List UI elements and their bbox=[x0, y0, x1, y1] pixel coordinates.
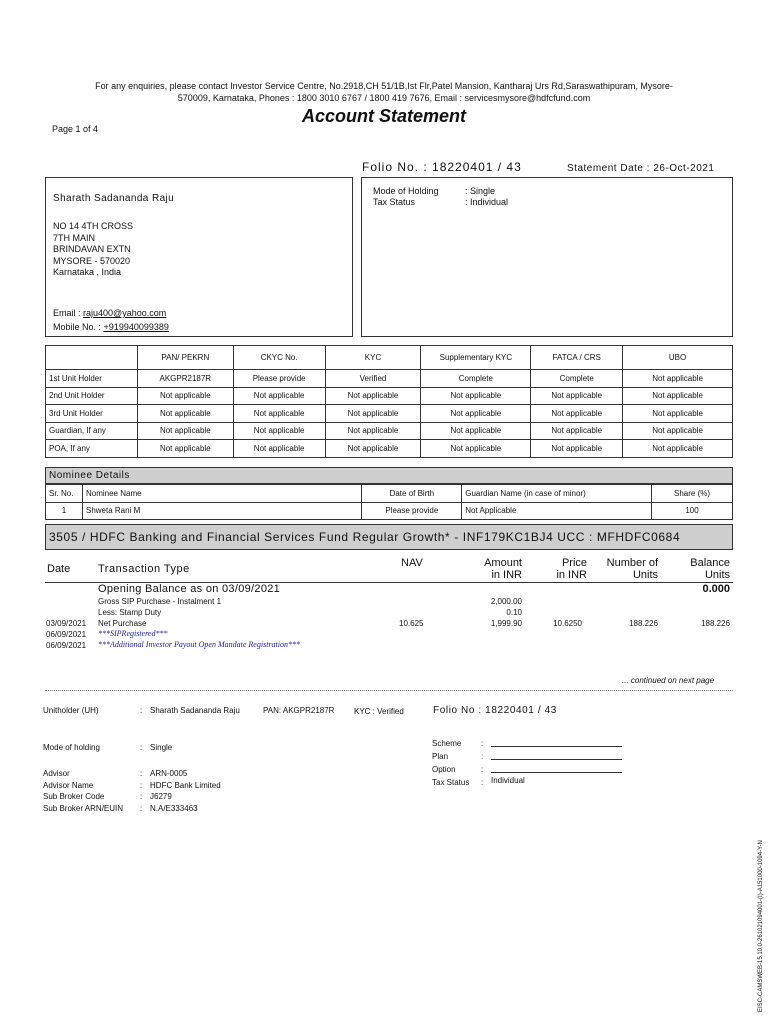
kyc-row bbox=[46, 440, 733, 458]
nominee-table bbox=[45, 484, 733, 520]
kyc-cell: Not applicable bbox=[233, 440, 325, 458]
kyc-header: FATCA / CRS bbox=[531, 346, 623, 370]
option-blank-line bbox=[491, 772, 622, 773]
kyc-cell: Not applicable bbox=[623, 422, 733, 440]
nominee-cell: Please provide bbox=[362, 502, 462, 520]
sub-broker-code-label: Sub Broker Code bbox=[43, 792, 105, 801]
colon: : bbox=[140, 780, 143, 790]
kyc-row bbox=[46, 405, 733, 423]
advisor-name-value: HDFC Bank Limited bbox=[150, 780, 221, 790]
footer-mode-label: Mode of holding bbox=[43, 743, 100, 752]
sub-broker-code-value: J6279 bbox=[150, 792, 172, 801]
footer-pan: PAN: AKGPR2187R bbox=[263, 706, 335, 715]
address-line: MYSORE - 570020 bbox=[53, 255, 131, 266]
colon: : bbox=[481, 778, 484, 787]
gross-sip-amount: 2,000.00 bbox=[490, 597, 522, 606]
colon: : bbox=[140, 803, 143, 813]
page-title: Account Statement bbox=[301, 106, 467, 126]
kyc-cell: Not applicable bbox=[623, 405, 733, 423]
col-units-line2: Units bbox=[632, 569, 658, 581]
kyc-cell: Not applicable bbox=[325, 422, 421, 440]
kyc-cell: POA, If any bbox=[46, 440, 138, 458]
col-amount-line1: Amount bbox=[484, 557, 522, 569]
nominee-header: Sr. No. bbox=[46, 485, 83, 503]
net-purchase-balance: 188.226 bbox=[701, 619, 730, 628]
nominee-header: Nominee Name bbox=[82, 485, 361, 503]
side-code-holder bbox=[758, 752, 766, 1012]
mandate-date: 06/09/2021 bbox=[46, 641, 87, 650]
enquiry-line-1: For any enquiries, please contact Investor Service Centre, No.2918,CH 51/1B,Ist Flr,Patel Mansion, Kantharaj Urs Rd,Saraswathipuram, Mysore- bbox=[95, 81, 673, 91]
plan-label: Plan bbox=[432, 752, 449, 761]
tax-status-label: Tax Status bbox=[373, 197, 416, 207]
scheme-blank-line bbox=[491, 746, 622, 747]
col-units-line1: Number of bbox=[606, 557, 658, 569]
colon: : bbox=[140, 743, 143, 752]
kyc-cell: Not applicable bbox=[421, 422, 531, 440]
col-units bbox=[592, 557, 658, 581]
nominee-row bbox=[46, 502, 733, 520]
kyc-header: Supplementary KYC bbox=[421, 346, 531, 370]
tax-status-label: Tax Status bbox=[432, 778, 470, 787]
tax-status-value: Individual bbox=[491, 776, 525, 785]
col-balance bbox=[660, 557, 730, 581]
kyc-cell: Not applicable bbox=[325, 405, 421, 423]
kyc-cell: Complete bbox=[531, 370, 623, 388]
stamp-duty-label: Less: Stamp Duty bbox=[98, 608, 162, 617]
kyc-cell: 3rd Unit Holder bbox=[46, 405, 138, 423]
scheme-label: Scheme bbox=[432, 739, 462, 748]
kyc-cell: Not applicable bbox=[137, 405, 233, 423]
address-line: NO 14 4TH CROSS bbox=[53, 221, 134, 231]
page-indicator: Page 1 of 4 bbox=[52, 124, 99, 134]
colon: : bbox=[481, 752, 484, 761]
investor-name: Sharath Sadananda Raju bbox=[53, 193, 175, 204]
col-price-line1: Price bbox=[561, 557, 587, 569]
investor-address bbox=[53, 221, 133, 279]
tax-status-value: : Individual bbox=[465, 197, 509, 207]
net-purchase-price: 10.6250 bbox=[553, 619, 582, 628]
advisor-name-label: Advisor Name bbox=[43, 780, 94, 790]
kyc-table bbox=[45, 345, 733, 458]
kyc-cell: Not applicable bbox=[421, 387, 531, 405]
holding-details bbox=[373, 186, 508, 208]
advisor-labels bbox=[43, 768, 123, 814]
address-line: BRINDAVAN EXTN bbox=[53, 244, 131, 254]
col-balance-line1: Balance bbox=[690, 557, 730, 569]
kyc-header bbox=[46, 346, 138, 370]
continued-note: ... continued on next page bbox=[622, 676, 715, 685]
advisor-colons bbox=[140, 768, 142, 814]
kyc-cell: Not applicable bbox=[531, 405, 623, 423]
kyc-row bbox=[46, 370, 733, 388]
nominee-cell: Not Applicable bbox=[462, 502, 652, 520]
nominee-cell: 1 bbox=[46, 502, 83, 520]
net-purchase-label: Net Purchase bbox=[98, 619, 147, 628]
kyc-cell: Not applicable bbox=[137, 422, 233, 440]
col-transaction-type: Transaction Type bbox=[98, 563, 190, 575]
mobile-link[interactable]: +919940099389 bbox=[103, 322, 169, 332]
colon: : bbox=[140, 706, 143, 715]
kyc-cell: 2nd Unit Holder bbox=[46, 387, 138, 405]
col-balance-line2: Units bbox=[704, 569, 730, 581]
sub-broker-arn-label: Sub Broker ARN/EUIN bbox=[43, 803, 124, 813]
mobile-label: Mobile No. : bbox=[53, 322, 102, 332]
mandate-label: ***Additional Investor Payout Open Mandate Registration*** bbox=[98, 640, 300, 649]
colon: : bbox=[140, 792, 143, 801]
kyc-cell: Guardian, If any bbox=[46, 422, 138, 440]
cut-line bbox=[45, 690, 733, 691]
uh-label: Unitholder (UH) bbox=[43, 706, 99, 715]
address-line: Karnataka , India bbox=[53, 267, 122, 277]
kyc-header: CKYC No. bbox=[233, 346, 325, 370]
email-row bbox=[53, 308, 166, 318]
scheme-labels bbox=[432, 737, 469, 789]
nominee-cell: 100 bbox=[652, 502, 733, 520]
net-purchase-units: 188.226 bbox=[629, 619, 658, 628]
footer-mode-value: Single bbox=[150, 743, 173, 752]
colon: : bbox=[481, 739, 484, 748]
kyc-cell: Not applicable bbox=[233, 422, 325, 440]
sub-broker-arn-value: N.A/E333463 bbox=[150, 803, 198, 813]
kyc-cell: Please provide bbox=[233, 370, 325, 388]
sip-registered-date: 06/09/2021 bbox=[46, 630, 87, 639]
address-line: 7TH MAIN bbox=[53, 232, 96, 243]
opening-balance-value: 0.000 bbox=[702, 583, 730, 595]
kyc-header: PAN/ PEKRN bbox=[137, 346, 233, 370]
nominee-header: Date of Birth bbox=[362, 485, 462, 503]
kyc-cell: Not applicable bbox=[531, 440, 623, 458]
col-price-line2: in INR bbox=[556, 569, 587, 581]
col-price bbox=[530, 557, 587, 581]
kyc-header: UBO bbox=[623, 346, 733, 370]
kyc-cell: Not applicable bbox=[233, 405, 325, 423]
kyc-cell: Verified bbox=[325, 370, 421, 388]
col-date: Date bbox=[47, 563, 71, 575]
footer-kyc: KYC : Verified bbox=[354, 707, 404, 716]
gross-sip-label: Gross SIP Purchase - Instalment 1 bbox=[98, 597, 222, 606]
kyc-cell: Not applicable bbox=[531, 422, 623, 440]
mode-of-holding-label: Mode of Holding bbox=[373, 186, 439, 196]
kyc-cell: AKGPR2187R bbox=[137, 370, 233, 388]
kyc-header-row bbox=[46, 346, 733, 370]
kyc-row bbox=[46, 387, 733, 405]
kyc-cell: Not applicable bbox=[325, 387, 421, 405]
net-purchase-nav: 10.625 bbox=[399, 619, 424, 628]
statement-date: Statement Date : 26-Oct-2021 bbox=[567, 163, 715, 174]
net-purchase-date: 03/09/2021 bbox=[46, 619, 87, 628]
footer-folio: Folio No : 18220401 / 43 bbox=[433, 705, 557, 716]
option-label: Option bbox=[432, 765, 456, 774]
kyc-cell: Not applicable bbox=[137, 387, 233, 405]
nominee-header: Share (%) bbox=[652, 485, 733, 503]
col-nav: NAV bbox=[401, 557, 423, 569]
col-amount bbox=[440, 557, 522, 581]
kyc-row bbox=[46, 422, 733, 440]
kyc-cell: Complete bbox=[421, 370, 531, 388]
kyc-cell: Not applicable bbox=[325, 440, 421, 458]
advisor-values bbox=[150, 768, 221, 814]
colon: : bbox=[140, 769, 143, 778]
opening-balance-label: Opening Balance as on 03/09/2021 bbox=[98, 583, 281, 595]
mobile-row bbox=[53, 322, 169, 332]
advisor-value: ARN-0005 bbox=[150, 769, 188, 778]
col-amount-line2: in INR bbox=[491, 569, 522, 581]
enquiry-line-2: 570009, Karnataka, Phones : 1800 3010 6767 / 1800 419 7676, Email : servicesmysore@hdfcfund.com bbox=[177, 93, 591, 103]
kyc-header: KYC bbox=[325, 346, 421, 370]
kyc-cell: Not applicable bbox=[623, 387, 733, 405]
mode-of-holding-value: : Single bbox=[465, 186, 496, 196]
nominee-title: Nominee Details bbox=[45, 467, 733, 484]
uh-value: Sharath Sadananda Raju bbox=[150, 706, 240, 715]
kyc-cell: Not applicable bbox=[233, 387, 325, 405]
sip-registered-label: ***SIPRegistered*** bbox=[98, 629, 168, 638]
kyc-cell: Not applicable bbox=[137, 440, 233, 458]
advisor-label: Advisor bbox=[43, 769, 70, 778]
nominee-header-row bbox=[46, 485, 733, 503]
kyc-cell: Not applicable bbox=[421, 405, 531, 423]
enquiry-contact bbox=[0, 80, 768, 104]
colon: : bbox=[481, 765, 484, 774]
stamp-duty-amount: 0.10 bbox=[506, 608, 522, 617]
nominee-cell: Shweta Rani M bbox=[82, 502, 361, 520]
kyc-cell: Not applicable bbox=[531, 387, 623, 405]
scheme-colons bbox=[481, 737, 483, 789]
side-code: EISC-CAMSWEB-15.10.0-261021094001-(I)-A151000-1094-Y-N bbox=[758, 840, 764, 1012]
net-purchase-amount: 1,999.90 bbox=[490, 619, 522, 628]
fund-banner: 3505 / HDFC Banking and Financial Services Fund Regular Growth* - INF179KC1BJ4 UCC : MFHDFC0684 bbox=[45, 524, 733, 550]
kyc-cell: Not applicable bbox=[623, 440, 733, 458]
plan-blank-line bbox=[491, 759, 622, 760]
folio-number: Folio No. : 18220401 / 43 bbox=[362, 160, 522, 174]
email-link[interactable]: raju400@yahoo.com bbox=[83, 308, 167, 318]
kyc-cell: Not applicable bbox=[623, 370, 733, 388]
kyc-cell: 1st Unit Holder bbox=[46, 370, 138, 388]
email-label: Email : bbox=[53, 308, 81, 318]
nominee-header: Guardian Name (in case of minor) bbox=[462, 485, 652, 503]
kyc-cell: Not applicable bbox=[421, 440, 531, 458]
